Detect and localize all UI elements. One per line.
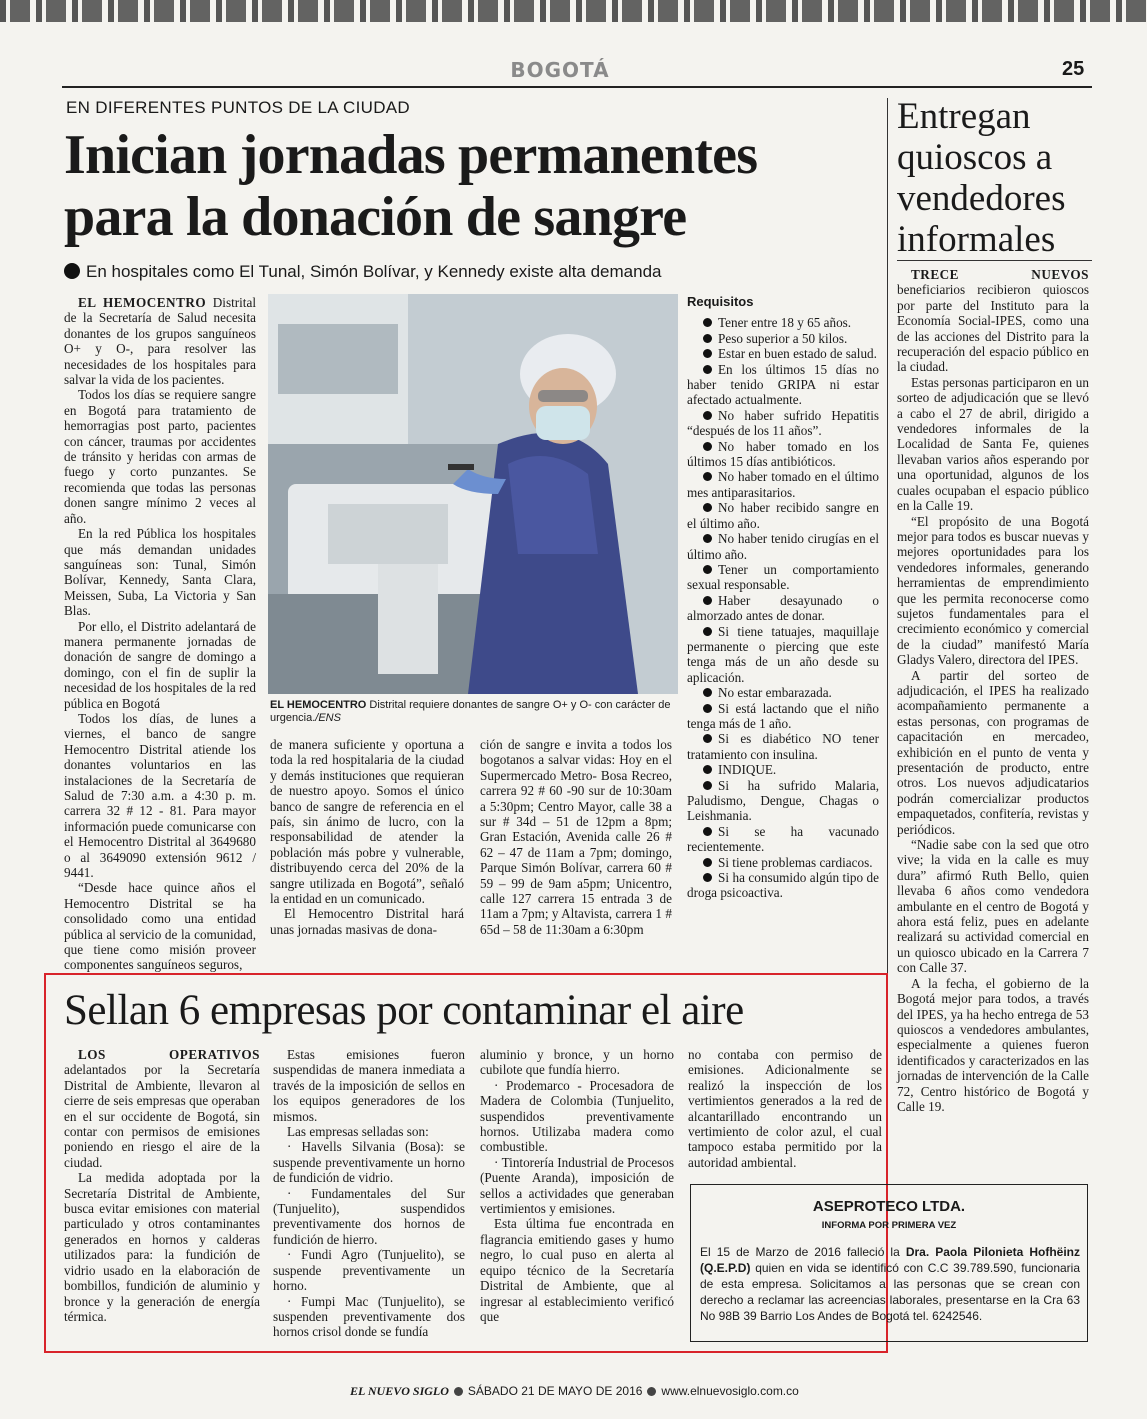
bullet-icon xyxy=(703,365,712,374)
bullet-icon xyxy=(703,688,712,697)
page-footer xyxy=(350,1384,800,1399)
paragraph: Esta última fue encontrada en flagrancia emitiendo gases y humo negro, lo cual puso en alerta al equipo técnico de la Secretaría Distrital de Ambiente, que al ingresar al establecimiento verificó que xyxy=(480,1216,674,1324)
footer-url[interactable]: www.elnuevosiglo.com.co xyxy=(661,1384,799,1398)
bullet-icon xyxy=(703,349,712,358)
paragraph: · Fundamentales del Sur (Tunjuelito), suspendidos preventivamente dos hornos de fundición de hierro. xyxy=(273,1185,465,1247)
bullet-icon xyxy=(703,565,712,574)
bullet-icon xyxy=(64,263,80,279)
bullet-icon xyxy=(703,503,712,512)
paragraph: “El propósito de una Bogotá mejor para todos es buscar nuevas y mejores oportunidades para los vendedores informales, generando herramientas de emprendimiento que les permita reconocerse como sujetos fundamentales para el crecimiento económico y comercial de la ciudad” manifestó María Gladys Valero, directora del IPES. xyxy=(897,513,1089,668)
bullet-icon xyxy=(703,704,712,713)
paragraph: Por ello, el Distrito adelantará de manera permanente jornadas de donación de sangre de domingo a domingo, con el fin de suplir la necesidad de los hospitales de la red pública en Bogotá xyxy=(64,618,256,711)
separator-dot-icon xyxy=(647,1387,656,1396)
subhead-text: En hospitales como El Tunal, Simón Bolívar, y Kennedy existe alta demanda xyxy=(86,262,662,281)
paragraph: Estas personas participaron en un sorteo de adjudicación que se llevó a cabo el 27 de abril, dirigido a vendedores informales de la Localidad de Santa Fe, quienes llevaban varios años esperando por una oportunidad, algunos de los cuales ocupaban el espacio público en la Calle 19. xyxy=(897,374,1089,514)
paragraph: Estas emisiones fueron suspendidas de manera inmediata a través de la imposición de sellos en los equipos generadores de los mismos. xyxy=(273,1047,465,1124)
notice-title: ASEPROTECO LTDA. xyxy=(812,1198,966,1215)
deceased-name: Dra. Paola Pilonieta Hofhëinz (Q.E.P.D) xyxy=(700,1245,1080,1275)
bullet-icon xyxy=(703,534,712,543)
separator-dot-icon xyxy=(454,1387,463,1396)
requirement-item: Si es diabético NO tener tratamiento con insulina. xyxy=(687,731,879,762)
bullet-icon xyxy=(703,765,712,774)
photo-illustration xyxy=(268,294,678,694)
requirement-item: Tener un comportamiento sexual responsable. xyxy=(687,561,879,593)
main-article-column-1 xyxy=(64,295,256,973)
paragraph: El Hemocentro Distrital hará unas jornadas masivas de dona- xyxy=(270,906,464,937)
requirement-item: No haber tomado en los últimos 15 días antibióticos. xyxy=(687,438,879,470)
paragraph: “Nadie sabe con la sed que otro vive; la vida en la calle es muy dura” afirmó Ruth Bello, quien llevaba 6 años como vendedora ambulante en el centro de Bogotá y ahora está feliz, pues en adelante realizará su actividad comercial en un quiosco ubicado en la Carrera 7 con Calle 37. xyxy=(897,837,1089,976)
page-number: 25 xyxy=(1062,58,1085,80)
bullet-icon xyxy=(703,627,712,636)
requirement-item: INDIQUE. xyxy=(687,762,879,777)
bullet-icon xyxy=(703,472,712,481)
paragraph: “Desde hace quince años el Hemocentro Distrital se ha consolidado como una entidad pública al servicio de la comunidad, que tiene como misión proveer componentes sanguíneos seguros, xyxy=(64,880,256,973)
lab-technician-photo xyxy=(268,294,678,694)
paragraph: A partir del sorteo de adjudicación, el IPES ha realizado acompañamiento permanente a estas personas, con programas de capacitación en mercadeo, exhibición en el punto de venta y presentación de producto, entre otros. Los nuevos adjudicatarios podrán comercializar productos empaquetados, confitería, revistas y periódicos. xyxy=(897,667,1089,837)
side-article-body xyxy=(897,267,1089,1114)
requirement-item: No haber tenido cirugías en el último año. xyxy=(687,531,879,562)
requirements-items xyxy=(687,315,879,900)
requirement-item: Si ha consumido algún tipo de droga psicoactiva. xyxy=(687,870,879,901)
requirement-item: No estar embarazada. xyxy=(687,685,879,700)
paragraph: LOS OPERATIVOS adelantados por la Secretaría Distrital de Ambiente, llevaron al cierre de seis empresas que operaban en el sur occidente de Bogotá, sin contar con permisos de emisiones poniendo en riesgo el aire de la ciudad. xyxy=(64,1047,260,1170)
side-headline: Entregan quioscos a vendedores informales xyxy=(897,96,1066,260)
main-article-column-3 xyxy=(480,737,672,937)
second-article-column-2 xyxy=(273,1047,465,1340)
second-article-column-3 xyxy=(480,1047,674,1324)
paragraph: · Fundi Agro (Tunjuelito), se suspende preventivamente un horno. xyxy=(273,1247,465,1294)
paragraph: La medida adoptada por la Secretaría Distrital de Ambiente, busca evitar emisiones con material particulado y otros contaminantes generados en hornos y calderas utilizados para: la fundición de vidrio usado en la elaboración de bombillos, fundición de aluminio y bronce y la generación de energía térmica. xyxy=(64,1170,260,1324)
side-headline-rule xyxy=(897,260,1092,261)
paragraph: TRECE NUEVOS beneficiarios recibieron quioscos por parte del Instituto para la Economía Social-IPES, como una de las acciones del Distrito para la recuperación del espacio público en la ciudad. xyxy=(897,267,1089,375)
requirement-item: Si está lactando que el niño tenga más de 1 año. xyxy=(687,700,879,731)
bullet-icon xyxy=(703,734,712,743)
bullet-icon xyxy=(703,781,712,790)
requirement-item: Si se ha vacunado recientemente. xyxy=(687,823,879,855)
notice-subtitle: INFORMA POR PRIMERA VEZ xyxy=(821,1220,957,1231)
bullet-icon xyxy=(703,318,712,327)
article-kicker: EN DIFERENTES PUNTOS DE LA CIUDAD xyxy=(66,98,410,117)
requirement-item: No haber tomado en el último mes antiparasitarios. xyxy=(687,469,879,500)
second-article-column-4 xyxy=(688,1047,882,1170)
bullet-icon xyxy=(703,827,712,836)
requirement-item: Tener entre 18 y 65 años. xyxy=(687,315,879,330)
requirement-item: Si tiene problemas cardiacos. xyxy=(687,855,879,870)
paragraph: EL HEMOCENTRO Distrital de la Secretaría de Salud necesita donantes de los grupos sanguíneos O+ y O-, para resolver las necesidades de los hospitales para salvar la vida de los pacientes. xyxy=(64,295,256,388)
caption-lead: EL HEMOCENTRO xyxy=(270,699,367,711)
paragraph: Todos los días, de lunes a viernes, el banco de sangre Hemocentro Distrital atiende los donantes voluntarios en las instalaciones de la Secretaría de Salud de 7:30 a.m. a 4:30 p. m. carrera 32 # 12 - 81. Para mayor información puede comunicarse con el Hemocentro Distrital al 3649680 o al 3649090 extensión 9612 / 9441. xyxy=(64,710,256,881)
requirement-item: Si ha sufrido Malaria, Paludismo, Dengue, Chagas o Leishmania. xyxy=(687,777,879,824)
notice-body: El 15 de Marzo de 2016 falleció la Dra. Paola Pilonieta Hofhëinz (Q.E.P.D) quien en vida se identificó con C.C 39.789.590, funcionaria de esta empresa. Solicitamos a las personas que se crean con derecho a reclamar las acreencias laborales, presentarse en la Cra 63 No 98B 39 Barrio Los Andes de Bogotá tel. 6242546. xyxy=(700,1245,1080,1323)
bullet-icon xyxy=(703,596,712,605)
paragraph: Las empresas selladas son: xyxy=(287,1124,429,1140)
requirements-list xyxy=(687,294,879,901)
top-edge-scan-strip xyxy=(0,0,1147,22)
footer-date: SÁBADO 21 DE MAYO DE 2016 xyxy=(467,1384,643,1398)
section-name: BOGOTÁ xyxy=(510,58,610,82)
lead-in: EL HEMOCENTRO xyxy=(78,295,207,310)
paragraph: · Prodemarco - Procesadora de Madera de Colombia (Tunjuelito, suspendidos preventivamente hornos. Utilizaba madera como combustible. xyxy=(480,1077,674,1155)
requirement-item: En los últimos 15 días no haber tenido GRIPA ni estar afectado actualmente. xyxy=(687,361,879,408)
second-headline: Sellan 6 empresas por contaminar el aire xyxy=(64,987,744,1034)
paragraph: aluminio y bronce, y un horno cubilote que fundía hierro. xyxy=(480,1047,674,1078)
main-headline: Inician jornadas permanentes para la donación de sangre xyxy=(64,124,758,248)
requirement-item: No haber sufrido Hepatitis “después de los 11 años”. xyxy=(687,407,879,439)
bullet-icon xyxy=(703,334,712,343)
paragraph: · Tintorería Industrial de Procesos (Puente Aranda), imposición de sellos a actividades que generaban vertimientos y emisiones. xyxy=(480,1154,674,1217)
footer-brand: EL NUEVO SIGLO xyxy=(350,1384,449,1398)
bullet-icon xyxy=(703,411,712,420)
requirement-item: No haber recibido sangre en el último año. xyxy=(687,500,879,531)
paragraph: A la fecha, el gobierno de la Bogotá mejor para todos, a través del IPES, ya ha hecho entrega de 53 quioscos a vendedores ambulantes, especialmente a quienes fueron identificados y caracterizados en las jornadas de intervención de la Calle 72, Centro histórico de Bogotá y Calle 19. xyxy=(897,975,1089,1114)
lead-in: TRECE NUEVOS xyxy=(911,267,1089,282)
bullet-icon xyxy=(703,442,712,451)
paragraph: · Havells Silvania (Bosa): se suspende preventivamente un horno de fundición de vidrio. xyxy=(273,1139,465,1186)
bullet-icon xyxy=(703,858,712,867)
header-rule xyxy=(62,86,1092,88)
bullet-icon xyxy=(703,873,712,882)
main-subhead xyxy=(64,262,662,282)
paragraph: ción de sangre e invita a todos los bogotanos a salvar vidas: Hoy en el Supermercado Metro- Bosa Recreo, carrera 92 # 60 -90 sur de 10:30am a 5:30pm; Centro Mayor, calle 38 a sur # 34d – 51 de 12pm a 8pm; Gran Estación, Avenida calle 26 # 62 – 47 de 11am a 7pm; domingo, Parque Simón Bolívar, carrera 60 # 59 – 99 de 9am a5pm; Unicentro, calle 127 carrera 15 entrada 3 de 11am a 7pm; y Altavista, carrera 1 # 65d – 58 de 11:30am a 6:30pm xyxy=(480,737,672,937)
paragraph: · Fumpi Mac (Tunjuelito), se suspenden preventivamente dos hornos crisol donde se fundía xyxy=(273,1293,465,1340)
requirement-item: Haber desayunado o almorzado antes de donar. xyxy=(687,592,879,624)
paragraph: no contaba con permiso de emisiones. Adicionalmente se realizó la inspección de los vertimientos generados a la red de alcantarillado encontrando un vertimiento de color azul, el cual tampoco estaba permitido por la autoridad ambiental. xyxy=(688,1047,882,1170)
requirements-title: Requisitos xyxy=(687,294,754,309)
lead-in: LOS OPERATIVOS xyxy=(78,1047,260,1062)
requirement-item: Peso superior a 50 kilos. xyxy=(687,331,879,346)
requirement-item: Si tiene tatuajes, maquillaje permanente o piercing que este tenga más de un año desde su aplicación. xyxy=(687,623,879,685)
second-article-column-1 xyxy=(64,1047,260,1324)
paragraph: de manera suficiente y oportuna a toda la red hospitalaria de la ciudad y demás instituciones que requieran de nuestro apoyo. Somos el único banco de sangre de referencia en el país, sin ánimo de lucro, con la responsabilidad de atender la población más pobre y vulnerable, distribuyendo cerca del 20% de la sangre utilizada en Bogotá”, señaló la entidad en un comunicado. xyxy=(270,737,464,907)
paragraph: En la red Pública los hospitales que más demandan unidades sanguíneas son: Tunal, Simón Bolívar, Kennedy, Santa Clara, Meissen, Suba, La Victoria y San Blas. xyxy=(64,526,256,619)
main-article-column-2 xyxy=(270,737,464,937)
paragraph: Todos los días se requiere sangre en Bogotá para tratamiento de hemorragias post parto, pacientes con cáncer, traumas por accidentes de tránsito y heridas con armas de fuego y corto punzantes. Se recomienda que todas las personas donen sangre mínimo 2 veces al año. xyxy=(64,387,256,526)
requirement-item: Estar en buen estado de salud. xyxy=(687,346,879,361)
photo-caption: EL HEMOCENTRO Distrital requiere donantes de sangre O+ y O- con carácter de urgencia./ENS xyxy=(270,699,671,724)
